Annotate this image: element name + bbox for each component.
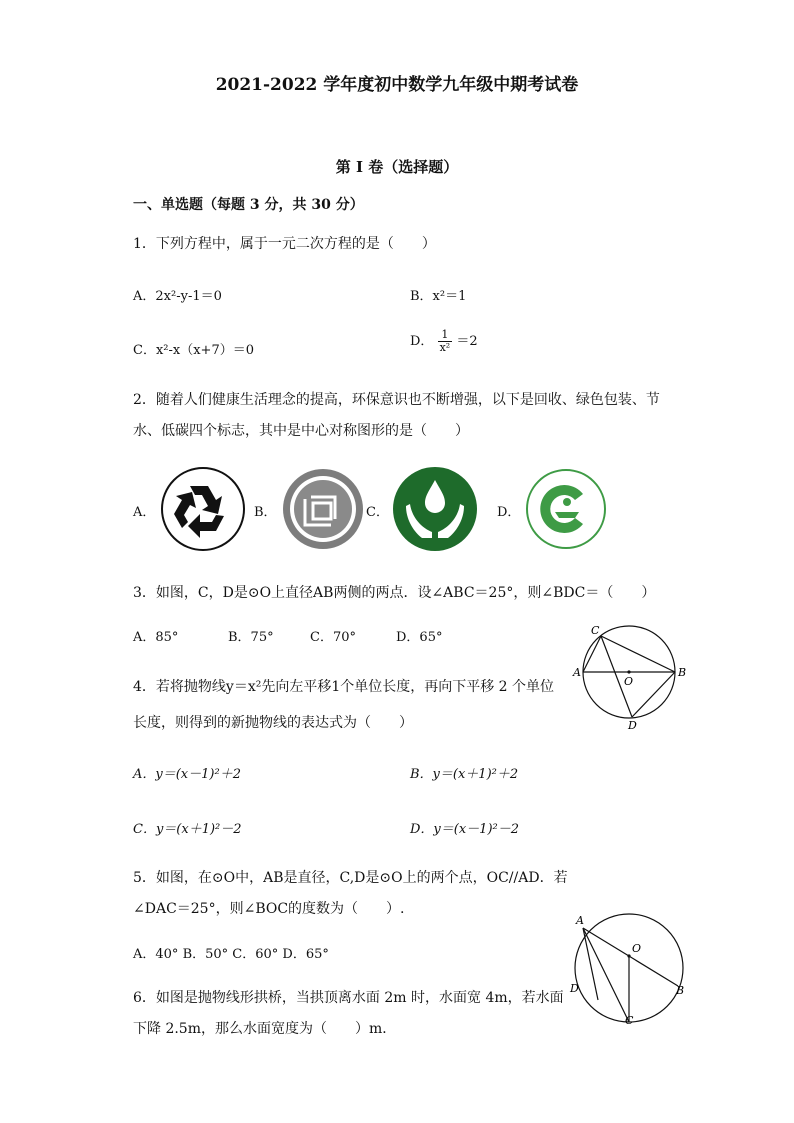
- page-title: 2021-2022 学年度初中数学九年级中期考试卷: [215, 75, 579, 95]
- q1-option-d-tail: ＝2: [456, 334, 478, 349]
- q2-stem-line1: 2．随着人们健康生活理念的提高，环保意识也不断增强，以下是回收、绿色包装、节: [133, 392, 660, 408]
- q4-option-d: D．y＝(x－1)²－2: [410, 822, 519, 837]
- q3-label-b: B: [678, 666, 687, 679]
- q1-stem: 1．下列方程中，属于一元二次方程的是（ ）: [133, 236, 436, 252]
- q2-label-b: B．: [254, 505, 277, 520]
- q1-option-b: B．x²＝1: [410, 289, 467, 304]
- q2-label-d: D．: [497, 505, 521, 520]
- q3-label-a: A: [573, 666, 581, 679]
- packaging-logo-icon: [281, 467, 365, 551]
- q5-label-d: D: [570, 982, 579, 995]
- q5-options: A．40° B．50° C．60° D．65°: [133, 947, 329, 962]
- q1-option-d-fraction: [438, 329, 453, 354]
- q1-option-a: A．2x²-y-1＝0: [133, 289, 222, 304]
- q2-label-a: A．: [133, 505, 156, 520]
- q1-option-d: [410, 329, 478, 354]
- q1-option-d-denominator: x²: [439, 341, 451, 354]
- q6-stem-line1: 6．如图是抛物线形拱桥，当拱顶离水面 2m 时，水面宽 4m，若水面: [133, 990, 564, 1006]
- q4-option-b: B．y＝(x＋1)²＋2: [410, 767, 519, 782]
- q3-circle-figure: [568, 622, 690, 732]
- q4-option-c: C．y＝(x＋1)²－2: [133, 822, 242, 837]
- q1-option-d-numerator: 1: [438, 329, 453, 342]
- q3-stem: 3．如图，C，D是⊙O上直径AB两侧的两点．设∠ABC＝25°，则∠BDC＝（ ）: [133, 585, 656, 601]
- low-carbon-logo-icon: [525, 468, 607, 550]
- q5-stem-line2: ∠DAC＝25°，则∠BOC的度数为（ ）.: [133, 901, 405, 917]
- q3-option-c: C．70°: [310, 630, 356, 645]
- q1-option-c: C．x²-x（x+7）＝0: [133, 343, 254, 358]
- recycle-logo-icon: [160, 466, 246, 552]
- part-heading: 一、单选题（每题 3 分，共 30 分）: [133, 197, 364, 213]
- q3-label-c: C: [591, 624, 600, 637]
- q4-stem-line1: 4．若将抛物线y＝x²先向左平移1个单位长度，再向下平移 2 个单位: [133, 679, 555, 695]
- q5-label-o: O: [632, 942, 642, 955]
- section-title: 第 I 卷（选择题）: [335, 158, 459, 176]
- q5-label-c: C: [625, 1014, 634, 1026]
- q3-label-o: O: [624, 675, 634, 688]
- q3-option-d: D．65°: [396, 630, 443, 645]
- q5-label-b: B: [676, 984, 685, 997]
- q5-circle-figure: [568, 910, 690, 1026]
- q3-label-d: D: [628, 719, 637, 732]
- q1-option-d-prefix: D．: [410, 334, 434, 349]
- q4-stem-line2: 长度，则得到的新抛物线的表达式为（ ）: [133, 715, 413, 731]
- q6-stem-line2: 下降 2.5m，那么水面宽度为（ ）m．: [133, 1021, 397, 1037]
- q5-stem-line1: 5．如图，在⊙O中，AB是直径，C,D是⊙O上的两个点，OC//AD．若: [133, 870, 568, 886]
- q3-option-a: A．85°: [133, 630, 179, 645]
- q3-option-b: B．75°: [228, 630, 274, 645]
- water-saving-logo-icon: [392, 466, 478, 552]
- q2-stem-line2: 水、低碳四个标志，其中是中心对称图形的是（ ）: [133, 423, 469, 439]
- q2-label-c: C．: [366, 505, 389, 520]
- q4-option-a: A．y＝(x－1)²＋2: [133, 767, 241, 782]
- q5-label-a: A: [576, 914, 584, 927]
